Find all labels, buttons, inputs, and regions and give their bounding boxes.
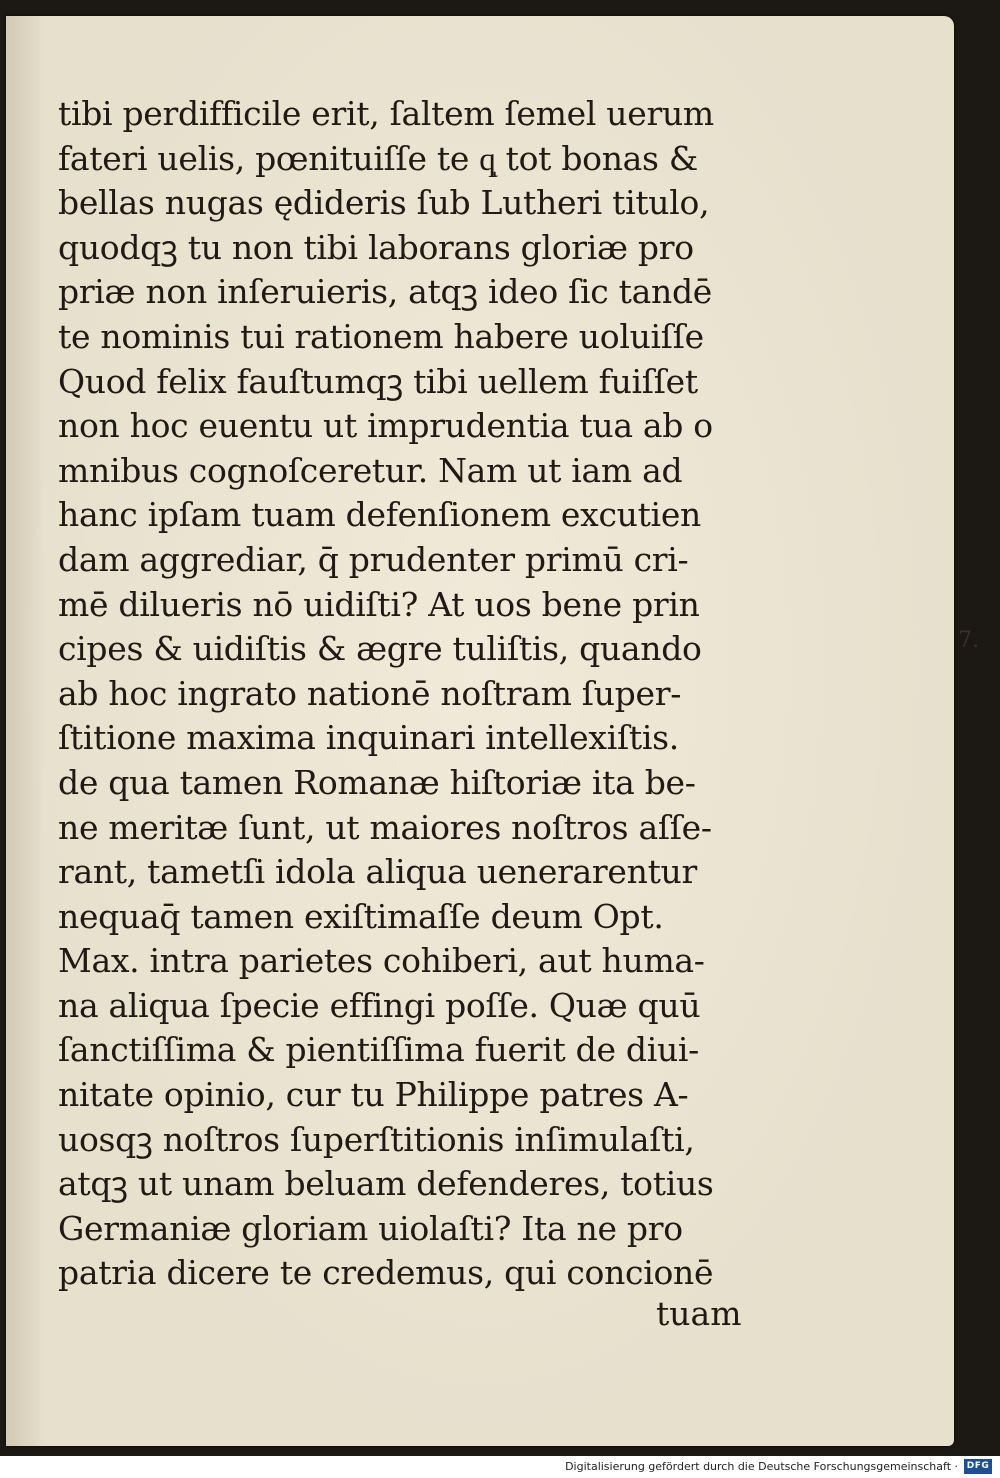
body-text xyxy=(58,92,748,1296)
text-line: fateri uelis, pœnituiſſe te qͅ tot bonas & xyxy=(58,138,698,178)
footer-bar xyxy=(0,1456,1000,1478)
margin-mark: 7. xyxy=(958,628,979,653)
text-line: tibi perdifficile erit, ſaltem ſemel uerum xyxy=(58,94,714,133)
text-line: te nominis tui rationem habere uoluiſſe xyxy=(58,316,704,356)
text-line: dam aggrediar, q̄ prudenter primū cri- xyxy=(58,539,689,579)
text-line: de qua tamen Romanæ hiſtoriæ ita be- xyxy=(58,762,696,802)
funding-credit: Digitalisierung gefördert durch die Deutsche Forschungsgemeinschaft · xyxy=(565,1460,958,1473)
text-line: mnibus cognoſceretur. Nam ut iam ad xyxy=(58,450,683,490)
dfg-logo: DFG xyxy=(964,1459,992,1474)
text-line: na aliqua ſpecie effingi poſſe. Quæ quū xyxy=(58,985,701,1025)
text-line: Quod felix fauſtumqꝫ tibi uellem fuiſſet xyxy=(58,361,698,401)
text-line: atqꝫ ut unam beluam defenderes, totius xyxy=(58,1164,714,1204)
text-line: nitate opinio, cur tu Philippe patres A- xyxy=(58,1075,689,1115)
text-line: quodqꝫ tu non tibi laborans gloriæ pro xyxy=(58,227,694,267)
catchword: tuam xyxy=(656,1294,742,1333)
text-line: patria dicere te credemus, qui concionē xyxy=(58,1253,714,1293)
text-line: ſtitione maxima inquinari intellexiſtis. xyxy=(58,718,679,758)
book-page xyxy=(6,16,954,1446)
text-line: uosqꝫ noſtros ſuperſtitionis inſimulaſti, xyxy=(58,1119,695,1159)
text-line: mē dilueris nō uidiſti? At uos bene prin xyxy=(58,584,700,624)
text-line: Germaniæ gloriam uiolaſti? Ita ne pro xyxy=(58,1208,683,1248)
text-line: cipes & uidiſtis & ægre tuliſtis, quando xyxy=(58,629,702,669)
text-line: ab hoc ingrato nationē noſtram ſuper- xyxy=(58,673,682,713)
text-line: bellas nugas ędideris ſub Lutheri titulo, xyxy=(58,183,710,223)
text-line: priæ non inſeruieris, atqꝫ ideo ſic tandē xyxy=(58,272,712,312)
text-line: ſanctiſſima & pientiſſima fuerit de diui- xyxy=(58,1030,700,1070)
text-line: rant, tametſi idola aliqua uenerarentur xyxy=(58,852,697,892)
text-line: ne meritæ ſunt, ut maiores noſtros aſſe- xyxy=(58,807,712,847)
text-line: non hoc euentu ut imprudentia tua ab o xyxy=(58,406,713,446)
text-line: hanc ipſam tuam defenſionem excutien xyxy=(58,495,701,535)
text-line: nequaq̄ tamen exiſtimaſſe deum Opt. xyxy=(58,896,664,936)
text-line: Max. intra parietes cohiberi, aut huma- xyxy=(58,941,705,981)
